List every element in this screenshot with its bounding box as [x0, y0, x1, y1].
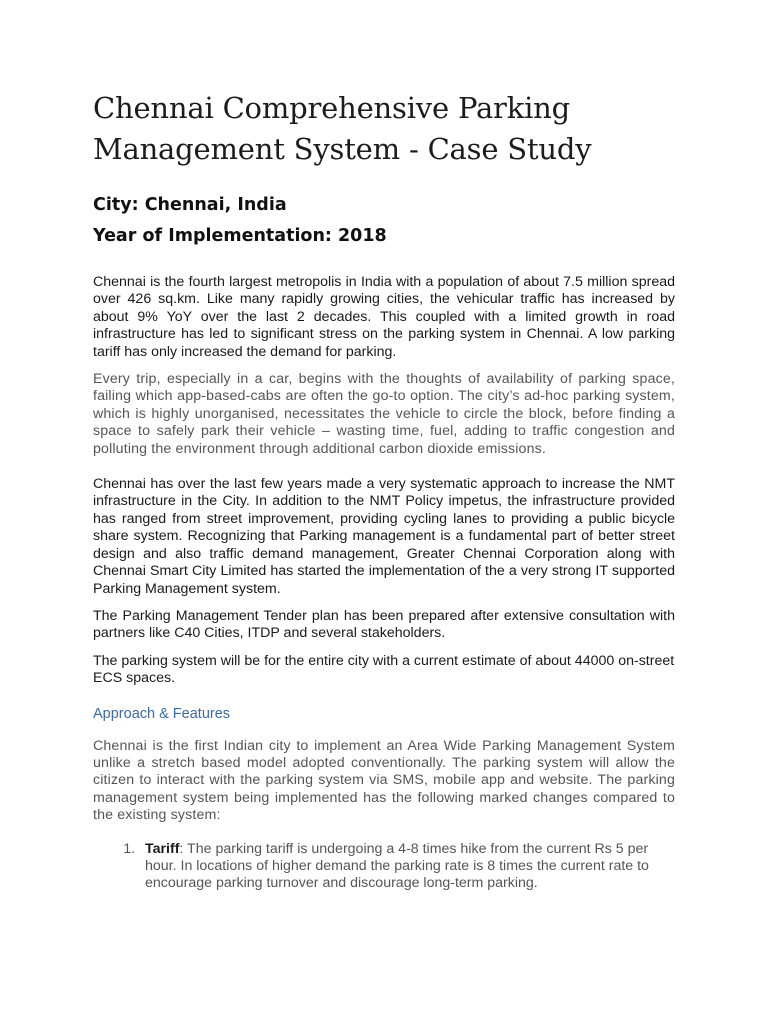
paragraph-system: The parking system will be for the entire city with a current estimate of about 44000 on-street ECS spaces. — [93, 652, 675, 687]
section-heading-approach: Approach & Features — [93, 705, 231, 722]
meta-block — [93, 190, 675, 252]
features-list — [93, 841, 675, 893]
document-title: Chennai Comprehensive Parking Management System - Case Study — [93, 91, 592, 166]
paragraph-nmt: Chennai has over the last few years made a very systematic approach to increase the NMT infrastructure in the City. In addition to the NMT Policy impetus, the infrastructure provided has ranged from street improvement, providing cycling lanes to providing a public bicycle share system. Recognizing that Parking management is a fundamental part of better street design and also traffic demand management, Greater Chennai Corporation along with Chennai Smart City Limited has started the implementation of the a very strong IT supported Parking Management system. — [93, 476, 675, 597]
list-item — [139, 841, 675, 893]
paragraph-approach: Chennai is the first Indian city to implement an Area Wide Parking Management System unlike a stretch based model adopted conventionally. The parking system will allow the citizen to interact with the parking system via SMS, mobile app and website. The parking management system being implemented has the following marked changes compared to the existing system: — [93, 737, 675, 824]
list-item-term: Tariff — [145, 840, 180, 857]
document-page — [93, 88, 675, 893]
year-line: Year of Implementation: 2018 — [93, 226, 387, 246]
city-line: City: Chennai, India — [93, 195, 287, 215]
paragraph-trip: Every trip, especially in a car, begins with the thoughts of availability of parking space, failing which app-based-cabs are often the go-to option. The city’s ad-hoc parking system, which is highly unorganised, necessitates the vehicle to circle the block, before finding a space to safely park their vehicle – wasting time, fuel, adding to traffic congestion and polluting the environment through additional carbon dioxide emissions. — [93, 371, 675, 457]
list-item-text: : The parking tariff is undergoing a 4-8 times hike from the current Rs 5 per hour. In locations of higher demand the parking rate is 8 times the current rate to encourage parking turnover and discourage long-term parking. — [145, 840, 649, 892]
paragraph-intro: Chennai is the fourth largest metropolis in India with a population of about 7.5 million spread over 426 sq.km. Like many rapidly growing cities, the vehicular traffic has increased by about 9% YoY over the last 2 decades. This coupled with a limited growth in road infrastructure has led to significant stress on the parking system in Chennai. A low parking tariff has only increased the demand for parking. — [93, 274, 675, 360]
paragraph-tender: The Parking Management Tender plan has been prepared after extensive consultation with partners like C40 Cities, ITDP and several stakeholders. — [93, 607, 675, 642]
